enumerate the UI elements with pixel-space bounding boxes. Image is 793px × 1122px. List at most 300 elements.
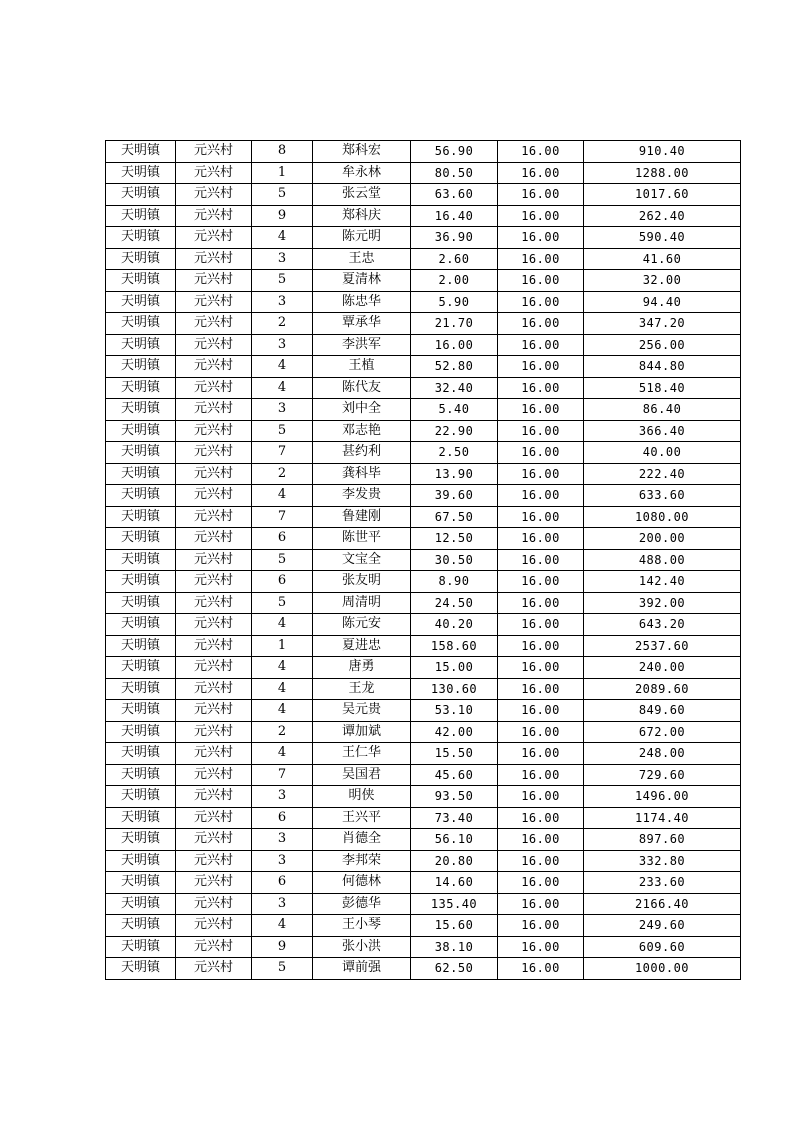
area-cell: 158.60 [411,635,498,657]
name-cell: 牟永林 [313,162,411,184]
table-row [106,442,741,464]
group-cell: 4 [252,743,313,765]
area-cell: 8.90 [411,571,498,593]
rate-cell: 16.00 [498,463,584,485]
amount-cell: 347.20 [584,313,741,335]
table-row [106,936,741,958]
group-cell: 7 [252,442,313,464]
amount-cell: 240.00 [584,657,741,679]
village-cell: 元兴村 [176,528,252,550]
area-cell: 15.60 [411,915,498,937]
town-cell: 天明镇 [106,635,176,657]
village-cell: 元兴村 [176,829,252,851]
subsidy-table [105,140,741,980]
area-cell: 56.90 [411,141,498,163]
table-row [106,571,741,593]
village-cell: 元兴村 [176,442,252,464]
group-cell: 8 [252,141,313,163]
town-cell: 天明镇 [106,657,176,679]
village-cell: 元兴村 [176,936,252,958]
group-cell: 4 [252,915,313,937]
group-cell: 4 [252,700,313,722]
name-cell: 刘中全 [313,399,411,421]
area-cell: 2.00 [411,270,498,292]
amount-cell: 256.00 [584,334,741,356]
name-cell: 甚约利 [313,442,411,464]
rate-cell: 16.00 [498,657,584,679]
area-cell: 63.60 [411,184,498,206]
group-cell: 4 [252,356,313,378]
rate-cell: 16.00 [498,829,584,851]
name-cell: 李洪军 [313,334,411,356]
village-cell: 元兴村 [176,184,252,206]
rate-cell: 16.00 [498,764,584,786]
amount-cell: 86.40 [584,399,741,421]
amount-cell: 262.40 [584,205,741,227]
group-cell: 9 [252,936,313,958]
group-cell: 4 [252,614,313,636]
table-row [106,463,741,485]
table-row [106,270,741,292]
rate-cell: 16.00 [498,807,584,829]
town-cell: 天明镇 [106,700,176,722]
table-row [106,141,741,163]
rate-cell: 16.00 [498,313,584,335]
rate-cell: 16.00 [498,506,584,528]
name-cell: 吴国君 [313,764,411,786]
area-cell: 5.40 [411,399,498,421]
group-cell: 5 [252,184,313,206]
amount-cell: 2537.60 [584,635,741,657]
table-row [106,743,741,765]
town-cell: 天明镇 [106,721,176,743]
village-cell: 元兴村 [176,635,252,657]
rate-cell: 16.00 [498,528,584,550]
table-row [106,915,741,937]
area-cell: 80.50 [411,162,498,184]
area-cell: 24.50 [411,592,498,614]
name-cell: 明侠 [313,786,411,808]
rate-cell: 16.00 [498,936,584,958]
table-row [106,635,741,657]
name-cell: 张友明 [313,571,411,593]
town-cell: 天明镇 [106,743,176,765]
area-cell: 14.60 [411,872,498,894]
name-cell: 吴元贵 [313,700,411,722]
group-cell: 5 [252,420,313,442]
town-cell: 天明镇 [106,162,176,184]
table-row [106,850,741,872]
name-cell: 王忠 [313,248,411,270]
amount-cell: 200.00 [584,528,741,550]
village-cell: 元兴村 [176,657,252,679]
name-cell: 王小琴 [313,915,411,937]
area-cell: 2.60 [411,248,498,270]
name-cell: 彭德华 [313,893,411,915]
town-cell: 天明镇 [106,549,176,571]
group-cell: 1 [252,635,313,657]
amount-cell: 142.40 [584,571,741,593]
town-cell: 天明镇 [106,592,176,614]
town-cell: 天明镇 [106,399,176,421]
town-cell: 天明镇 [106,614,176,636]
amount-cell: 609.60 [584,936,741,958]
town-cell: 天明镇 [106,248,176,270]
rate-cell: 16.00 [498,399,584,421]
village-cell: 元兴村 [176,141,252,163]
table-row [106,227,741,249]
group-cell: 2 [252,721,313,743]
name-cell: 夏清林 [313,270,411,292]
amount-cell: 1080.00 [584,506,741,528]
rate-cell: 16.00 [498,614,584,636]
table-row [106,313,741,335]
table-row [106,377,741,399]
table-row [106,614,741,636]
area-cell: 36.90 [411,227,498,249]
group-cell: 5 [252,549,313,571]
group-cell: 2 [252,463,313,485]
rate-cell: 16.00 [498,700,584,722]
name-cell: 王兴平 [313,807,411,829]
name-cell: 李发贵 [313,485,411,507]
town-cell: 天明镇 [106,958,176,980]
rate-cell: 16.00 [498,915,584,937]
rate-cell: 16.00 [498,291,584,313]
village-cell: 元兴村 [176,893,252,915]
name-cell: 王仁华 [313,743,411,765]
table-row [106,528,741,550]
table-row [106,721,741,743]
group-cell: 4 [252,227,313,249]
table-row [106,356,741,378]
town-cell: 天明镇 [106,291,176,313]
village-cell: 元兴村 [176,786,252,808]
village-cell: 元兴村 [176,678,252,700]
rate-cell: 16.00 [498,850,584,872]
rate-cell: 16.00 [498,635,584,657]
table-row [106,162,741,184]
rate-cell: 16.00 [498,872,584,894]
amount-cell: 518.40 [584,377,741,399]
village-cell: 元兴村 [176,700,252,722]
amount-cell: 1017.60 [584,184,741,206]
town-cell: 天明镇 [106,420,176,442]
name-cell: 陈代友 [313,377,411,399]
rate-cell: 16.00 [498,141,584,163]
name-cell: 郑科庆 [313,205,411,227]
group-cell: 4 [252,678,313,700]
amount-cell: 248.00 [584,743,741,765]
amount-cell: 897.60 [584,829,741,851]
area-cell: 130.60 [411,678,498,700]
village-cell: 元兴村 [176,248,252,270]
village-cell: 元兴村 [176,463,252,485]
table-body [106,141,741,980]
area-cell: 32.40 [411,377,498,399]
group-cell: 7 [252,506,313,528]
town-cell: 天明镇 [106,936,176,958]
area-cell: 30.50 [411,549,498,571]
name-cell: 陈忠华 [313,291,411,313]
area-cell: 52.80 [411,356,498,378]
amount-cell: 1496.00 [584,786,741,808]
rate-cell: 16.00 [498,678,584,700]
name-cell: 夏进忠 [313,635,411,657]
rate-cell: 16.00 [498,592,584,614]
amount-cell: 633.60 [584,485,741,507]
table-row [106,700,741,722]
name-cell: 陈世平 [313,528,411,550]
group-cell: 3 [252,893,313,915]
table-row [106,657,741,679]
amount-cell: 643.20 [584,614,741,636]
amount-cell: 1000.00 [584,958,741,980]
group-cell: 3 [252,399,313,421]
amount-cell: 1288.00 [584,162,741,184]
town-cell: 天明镇 [106,227,176,249]
area-cell: 56.10 [411,829,498,851]
town-cell: 天明镇 [106,786,176,808]
village-cell: 元兴村 [176,721,252,743]
amount-cell: 488.00 [584,549,741,571]
area-cell: 39.60 [411,485,498,507]
rate-cell: 16.00 [498,442,584,464]
rate-cell: 16.00 [498,420,584,442]
village-cell: 元兴村 [176,205,252,227]
name-cell: 谭前强 [313,958,411,980]
town-cell: 天明镇 [106,313,176,335]
town-cell: 天明镇 [106,506,176,528]
rate-cell: 16.00 [498,743,584,765]
table-row [106,807,741,829]
area-cell: 40.20 [411,614,498,636]
amount-cell: 672.00 [584,721,741,743]
amount-cell: 41.60 [584,248,741,270]
group-cell: 6 [252,528,313,550]
name-cell: 陈元安 [313,614,411,636]
group-cell: 5 [252,958,313,980]
village-cell: 元兴村 [176,506,252,528]
table-row [106,893,741,915]
village-cell: 元兴村 [176,377,252,399]
rate-cell: 16.00 [498,786,584,808]
amount-cell: 332.80 [584,850,741,872]
rate-cell: 16.00 [498,162,584,184]
town-cell: 天明镇 [106,872,176,894]
town-cell: 天明镇 [106,915,176,937]
town-cell: 天明镇 [106,377,176,399]
village-cell: 元兴村 [176,313,252,335]
rate-cell: 16.00 [498,485,584,507]
town-cell: 天明镇 [106,678,176,700]
amount-cell: 366.40 [584,420,741,442]
village-cell: 元兴村 [176,743,252,765]
town-cell: 天明镇 [106,205,176,227]
rate-cell: 16.00 [498,958,584,980]
table-row [106,678,741,700]
area-cell: 62.50 [411,958,498,980]
group-cell: 3 [252,850,313,872]
name-cell: 鲁建刚 [313,506,411,528]
town-cell: 天明镇 [106,764,176,786]
amount-cell: 2089.60 [584,678,741,700]
village-cell: 元兴村 [176,227,252,249]
name-cell: 王植 [313,356,411,378]
group-cell: 7 [252,764,313,786]
amount-cell: 849.60 [584,700,741,722]
village-cell: 元兴村 [176,915,252,937]
area-cell: 93.50 [411,786,498,808]
rate-cell: 16.00 [498,893,584,915]
village-cell: 元兴村 [176,291,252,313]
table-row [106,184,741,206]
amount-cell: 32.00 [584,270,741,292]
rate-cell: 16.00 [498,205,584,227]
village-cell: 元兴村 [176,958,252,980]
village-cell: 元兴村 [176,270,252,292]
table-row [106,786,741,808]
village-cell: 元兴村 [176,162,252,184]
village-cell: 元兴村 [176,334,252,356]
name-cell: 郑科宏 [313,141,411,163]
table-row [106,592,741,614]
group-cell: 6 [252,571,313,593]
name-cell: 周清明 [313,592,411,614]
area-cell: 45.60 [411,764,498,786]
group-cell: 3 [252,829,313,851]
name-cell: 张小洪 [313,936,411,958]
rate-cell: 16.00 [498,184,584,206]
rate-cell: 16.00 [498,721,584,743]
rate-cell: 16.00 [498,270,584,292]
table-row [106,958,741,980]
amount-cell: 94.40 [584,291,741,313]
village-cell: 元兴村 [176,614,252,636]
table-row [106,829,741,851]
town-cell: 天明镇 [106,334,176,356]
area-cell: 42.00 [411,721,498,743]
name-cell: 龚科毕 [313,463,411,485]
name-cell: 何德林 [313,872,411,894]
town-cell: 天明镇 [106,850,176,872]
area-cell: 15.50 [411,743,498,765]
area-cell: 22.90 [411,420,498,442]
village-cell: 元兴村 [176,399,252,421]
area-cell: 38.10 [411,936,498,958]
name-cell: 唐勇 [313,657,411,679]
village-cell: 元兴村 [176,764,252,786]
area-cell: 5.90 [411,291,498,313]
amount-cell: 2166.40 [584,893,741,915]
amount-cell: 590.40 [584,227,741,249]
rate-cell: 16.00 [498,377,584,399]
amount-cell: 1174.40 [584,807,741,829]
table-row [106,485,741,507]
rate-cell: 16.00 [498,334,584,356]
village-cell: 元兴村 [176,571,252,593]
name-cell: 张云堂 [313,184,411,206]
name-cell: 覃承华 [313,313,411,335]
amount-cell: 222.40 [584,463,741,485]
town-cell: 天明镇 [106,442,176,464]
group-cell: 3 [252,291,313,313]
name-cell: 肖德全 [313,829,411,851]
group-cell: 4 [252,377,313,399]
area-cell: 20.80 [411,850,498,872]
area-cell: 67.50 [411,506,498,528]
town-cell: 天明镇 [106,829,176,851]
village-cell: 元兴村 [176,807,252,829]
village-cell: 元兴村 [176,592,252,614]
village-cell: 元兴村 [176,420,252,442]
table-row [106,291,741,313]
table-row [106,399,741,421]
name-cell: 王龙 [313,678,411,700]
name-cell: 谭加斌 [313,721,411,743]
town-cell: 天明镇 [106,485,176,507]
area-cell: 13.90 [411,463,498,485]
table-row [106,248,741,270]
area-cell: 15.00 [411,657,498,679]
group-cell: 3 [252,248,313,270]
group-cell: 4 [252,657,313,679]
rate-cell: 16.00 [498,248,584,270]
name-cell: 陈元明 [313,227,411,249]
group-cell: 4 [252,485,313,507]
area-cell: 135.40 [411,893,498,915]
table-row [106,872,741,894]
rate-cell: 16.00 [498,356,584,378]
group-cell: 2 [252,313,313,335]
group-cell: 6 [252,807,313,829]
town-cell: 天明镇 [106,356,176,378]
area-cell: 16.00 [411,334,498,356]
table-row [106,334,741,356]
table-row [106,764,741,786]
group-cell: 9 [252,205,313,227]
group-cell: 1 [252,162,313,184]
village-cell: 元兴村 [176,872,252,894]
town-cell: 天明镇 [106,463,176,485]
rate-cell: 16.00 [498,227,584,249]
village-cell: 元兴村 [176,850,252,872]
amount-cell: 40.00 [584,442,741,464]
village-cell: 元兴村 [176,485,252,507]
table-row [106,549,741,571]
name-cell: 李邦荣 [313,850,411,872]
group-cell: 5 [252,270,313,292]
area-cell: 12.50 [411,528,498,550]
village-cell: 元兴村 [176,356,252,378]
amount-cell: 729.60 [584,764,741,786]
town-cell: 天明镇 [106,270,176,292]
amount-cell: 249.60 [584,915,741,937]
area-cell: 16.40 [411,205,498,227]
area-cell: 2.50 [411,442,498,464]
name-cell: 邓志艳 [313,420,411,442]
amount-cell: 844.80 [584,356,741,378]
town-cell: 天明镇 [106,184,176,206]
town-cell: 天明镇 [106,571,176,593]
town-cell: 天明镇 [106,528,176,550]
group-cell: 6 [252,872,313,894]
area-cell: 53.10 [411,700,498,722]
amount-cell: 233.60 [584,872,741,894]
village-cell: 元兴村 [176,549,252,571]
amount-cell: 392.00 [584,592,741,614]
area-cell: 73.40 [411,807,498,829]
